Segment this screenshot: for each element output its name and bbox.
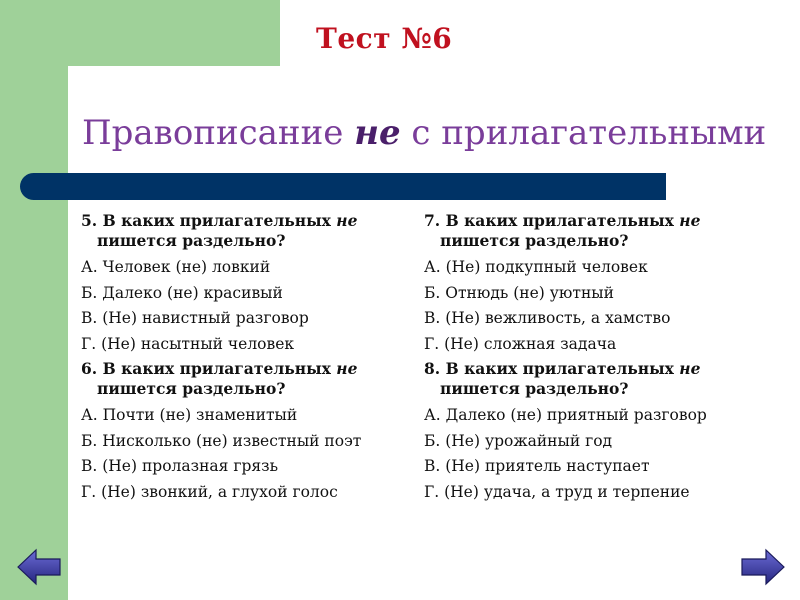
answer-option[interactable]: В. (Не) пролазная грязь — [81, 457, 279, 475]
question-ne: не — [679, 211, 701, 230]
question-block — [424, 211, 764, 354]
question-ne: не — [336, 359, 358, 378]
slide-title-part1: Правописание — [82, 113, 355, 153]
question-text — [81, 211, 421, 251]
decor-green-side — [0, 0, 68, 600]
question-number: 7. — [424, 211, 441, 230]
answer-option[interactable]: Г. (Не) удача, а труд и терпение — [424, 482, 690, 501]
question-text-part: В каких прилагательных — [445, 359, 680, 378]
test-title: Тест №6 — [316, 22, 453, 55]
answer-option[interactable]: Г. (Не) насытный человек — [81, 334, 295, 353]
question-ne: не — [679, 359, 701, 378]
question-block — [424, 359, 764, 502]
answer-option[interactable]: А. Человек (не) ловкий — [81, 258, 271, 276]
question-text-part: пишется раздельно? — [97, 231, 286, 250]
answer-option[interactable]: В. (Не) навистный разговор — [81, 309, 309, 327]
question-ne: не — [336, 211, 358, 230]
question-text-part: В каких прилагательных — [102, 359, 337, 378]
slide-title-ne: не — [354, 113, 401, 153]
question-text-part: пишется раздельно? — [440, 231, 629, 250]
answer-option[interactable]: Б. Далеко (не) красивый — [81, 283, 283, 302]
prev-slide-button[interactable] — [16, 548, 62, 586]
answer-option[interactable]: Б. (Не) урожайный год — [424, 431, 613, 450]
answer-option[interactable]: Б. Отнюдь (не) уютный — [424, 283, 614, 302]
question-number: 8. — [424, 359, 441, 378]
answer-option[interactable]: А. (Не) подкупный человек — [424, 258, 648, 276]
question-number: 5. — [81, 211, 98, 230]
question-text — [424, 211, 764, 251]
question-text — [81, 359, 421, 399]
slide-title-part2: с прилагательными — [400, 113, 767, 153]
slide-title — [82, 113, 766, 153]
answer-option[interactable]: В. (Не) вежливость, а хамство — [424, 309, 671, 327]
question-text-part: В каких прилагательных — [445, 211, 680, 230]
question-text-part: В каких прилагательных — [102, 211, 337, 230]
arrow-left-icon — [16, 548, 62, 586]
question-block — [81, 359, 421, 502]
question-text-part: пишется раздельно? — [440, 379, 629, 398]
title-divider-bar — [20, 173, 666, 200]
question-block — [81, 211, 421, 354]
answer-option[interactable]: А. Почти (не) знаменитый — [81, 406, 298, 424]
answer-option[interactable]: Г. (Не) сложная задача — [424, 334, 617, 353]
decor-green-top — [0, 0, 280, 66]
next-slide-button[interactable] — [740, 548, 786, 586]
answer-option[interactable]: А. Далеко (не) приятный разговор — [424, 406, 707, 424]
arrow-right-icon — [740, 548, 786, 586]
questions-column-right — [424, 211, 764, 507]
question-text — [424, 359, 764, 399]
answer-option[interactable]: Б. Нисколько (не) известный поэт — [81, 431, 362, 450]
questions-column-left — [81, 211, 421, 507]
question-number: 6. — [81, 359, 98, 378]
question-text-part: пишется раздельно? — [97, 379, 286, 398]
answer-option[interactable]: В. (Не) приятель наступает — [424, 457, 650, 475]
answer-option[interactable]: Г. (Не) звонкий, а глухой голос — [81, 482, 338, 501]
